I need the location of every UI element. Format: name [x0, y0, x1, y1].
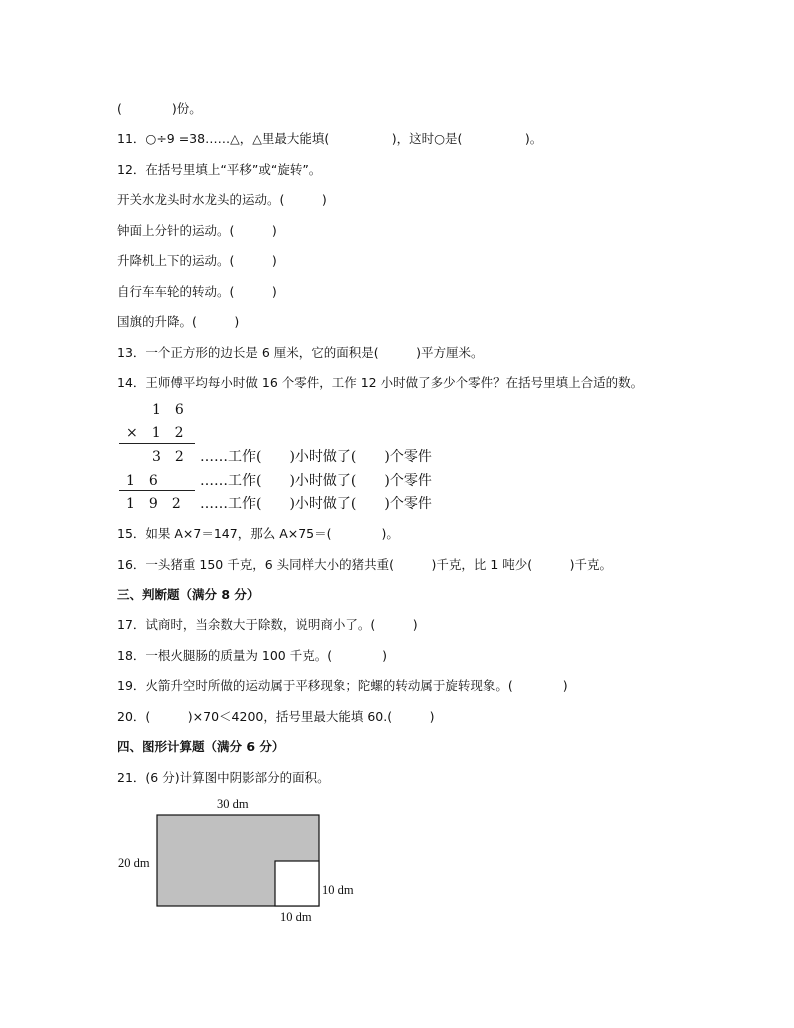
q20: 20．( )×70＜4200，括号里最大能填 60.( ): [117, 709, 435, 724]
q12-item-4: 自行车车轮的转动。( ): [117, 284, 277, 299]
q15: 15．如果 A×7＝147，那么 A×75＝( )。: [117, 526, 399, 541]
q10-tail: ( )份。: [117, 101, 202, 116]
calc-note-3: ……工作( )小时做了( )个零件: [200, 496, 432, 512]
section-3-heading: 三、判断题（满分 8 分）: [117, 587, 260, 602]
q11: 11．○÷9 =38……△，△里最大能填( )，这时○是( )。: [117, 131, 543, 146]
q16: 16．一头猪重 150 千克，6 头同样大小的猪共重( )千克，比 1 吨少( )千克。: [117, 557, 613, 572]
q12-item-5: 国旗的升降。( ): [117, 314, 240, 329]
section-4-heading: 四、图形计算题（满分 6 分）: [117, 739, 285, 754]
inner-white-square: [275, 861, 319, 906]
q17: 17．试商时，当余数大于除数，说明商小了。( ): [117, 617, 418, 632]
q13: 13．一个正方形的边长是 6 厘米，它的面积是( )平方厘米。: [117, 345, 484, 360]
label-top: 30 dm: [217, 797, 249, 811]
label-bottom: 10 dm: [280, 910, 312, 924]
calc-row-5: 1 9 2: [126, 496, 181, 512]
q12-item-3: 升降机上下的运动。( ): [117, 253, 277, 268]
label-left: 20 dm: [118, 856, 150, 870]
calc-note-1: ……工作( )小时做了( )个零件: [200, 449, 432, 465]
q19: 19．火箭升空时所做的运动属于平移现象；陀螺的转动属于旋转现象。( ): [117, 678, 568, 693]
calc-row-4: 1 6: [126, 473, 158, 489]
calc-row-1: 1 6: [152, 402, 184, 418]
q12-item-2: 钟面上分针的运动。( ): [117, 223, 277, 238]
calc-note-2: ……工作( )小时做了( )个零件: [200, 473, 432, 489]
q18: 18．一根火腿肠的质量为 100 千克。( ): [117, 648, 387, 663]
q14: 14．王师傅平均每小时做 16 个零件，工作 12 小时做了多少个零件？在括号里填上合适的数。: [117, 375, 644, 390]
q12-item-1: 开关水龙头时水龙头的运动。( ): [117, 192, 327, 207]
calc-row-2: × 1 2: [126, 425, 184, 441]
calc-row-3: 3 2: [152, 449, 184, 465]
q12: 12．在括号里填上“平移”或“旋转”。: [117, 162, 322, 177]
label-right: 10 dm: [322, 883, 354, 897]
q21: 21．(6 分)计算图中阴影部分的面积。: [117, 770, 330, 785]
